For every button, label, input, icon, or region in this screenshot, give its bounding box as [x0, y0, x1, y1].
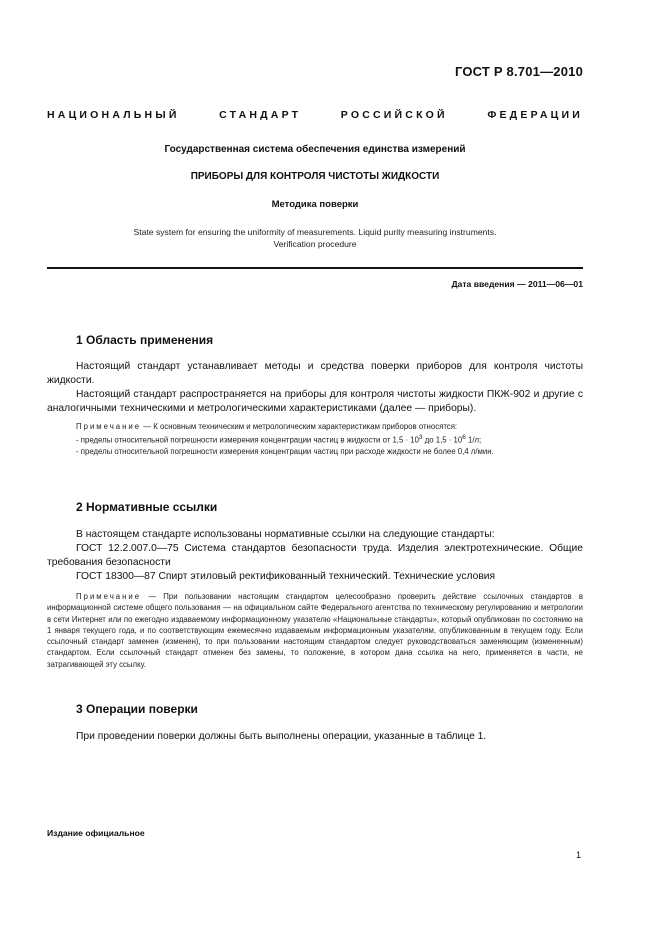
- note-item2-text: - пределы относительной погрешности измерения концентрации частиц при расходе жидкости не более 0,4 л/мин.: [76, 447, 494, 457]
- section1-note-item2: [47, 446, 583, 457]
- note-item1-exponent1: 3: [418, 434, 423, 442]
- section1-note-item1: [47, 432, 583, 446]
- section2-note: [47, 591, 583, 670]
- official-edition-label: Издание официальное: [47, 828, 145, 838]
- note-item1-part-c: 1/л;: [465, 435, 482, 445]
- section2-intro: [47, 528, 583, 542]
- system-title: Государственная система обеспечения единства измерений: [164, 144, 466, 155]
- section2-heading: 2 Нормативные ссылки: [76, 500, 218, 514]
- section1-note: [47, 421, 583, 457]
- section1-note-text: — К основным техническим и метрологическим характеристикам приборов относятся:: [141, 422, 458, 431]
- reference-gost-18300: [47, 570, 583, 584]
- instruments-title: ПРИБОРЫ ДЛЯ КОНТРОЛЯ ЧИСТОТЫ ЖИДКОСТИ: [190, 171, 440, 182]
- reference-gost-12-2-007-0: [47, 542, 583, 570]
- note-item1-part-a: - пределы относительной погрешности измерения концентрации частиц в жидкости от 1,5 · 10: [76, 435, 419, 445]
- section2-note-text: — При пользовании настоящим стандартом целесообразно проверить действие ссылочных стандартов в информационной системе общего пользования — на официальном сайте Федерального агентства по техническому регулированию и метрологии в сети Интернет или по ежегодно издаваемому информационному указателю «Национальные стандарты», который опубликован по состоянию на 1 января текущего года, и по соответствующим ежемесячно издаваемым информационным указателям, опубликованным в текущем году. Если ссылочный стандарт заменен (изменен), то при пользовании настоящим стандартом следует руководствоваться заменяющим (измененным) стандартом. Если ссылочный стандарт отменен без замены, то положение, в котором дана ссылка на него, применяется в части, не затрагивающей эту ссылку.: [47, 592, 583, 669]
- section1-paragraph2: [47, 388, 583, 416]
- reference2-text: ГОСТ 18300—87 Спирт этиловый ректификованный технический. Технические условия: [76, 571, 496, 582]
- method-title: Методика поверки: [271, 199, 359, 210]
- section1-paragraph2-text: Настоящий стандарт распространяется на приборы для контроля чистоты жидкости ПКЖ-902 и другие с аналогичными техническими и метрологическими характеристиками (далее — приборы).: [47, 389, 583, 414]
- introduction-date: Дата введения — 2011—06—01: [451, 279, 583, 289]
- section1-paragraph1-text: Настоящий стандарт устанавливает методы и средства поверки приборов для контроля чистоты жидкости.: [47, 361, 583, 386]
- section1-note-intro: [47, 421, 583, 432]
- english-title: [47, 226, 583, 250]
- note-label: Примечание: [76, 422, 142, 431]
- standard-code: ГОСТ Р 8.701—2010: [454, 64, 583, 79]
- english-title-line1: State system for ensuring the uniformity of measurements. Liquid purity measuring instruments.: [133, 227, 497, 237]
- section3-paragraph1: [47, 730, 583, 744]
- note-item1-exponent2: 6: [462, 434, 466, 442]
- note-item1-part-b: до 1,5 · 10: [422, 435, 463, 445]
- section1-paragraph1: [47, 360, 583, 388]
- reference1-text: ГОСТ 12.2.007.0—75 Система стандартов безопасности труда. Изделия электротехнические. Общие требования безопасности: [47, 543, 583, 568]
- section3-paragraph1-text: При проведении поверки должны быть выполнены операции, указанные в таблице 1.: [76, 731, 487, 742]
- english-title-line2: Verification procedure: [273, 239, 357, 249]
- section1-heading: 1 Область применения: [76, 333, 214, 347]
- national-standard-banner: НАЦИОНАЛЬНЫЙ СТАНДАРТ РОССИЙСКОЙ ФЕДЕРАЦИИ: [47, 109, 583, 121]
- title-divider: [47, 267, 583, 269]
- section3-heading: 3 Операции поверки: [76, 702, 198, 716]
- note-label: Примечание: [76, 592, 142, 601]
- section2-intro-text: В настоящем стандарте использованы нормативные ссылки на следующие стандарты:: [76, 529, 495, 540]
- page-number: 1: [575, 850, 581, 860]
